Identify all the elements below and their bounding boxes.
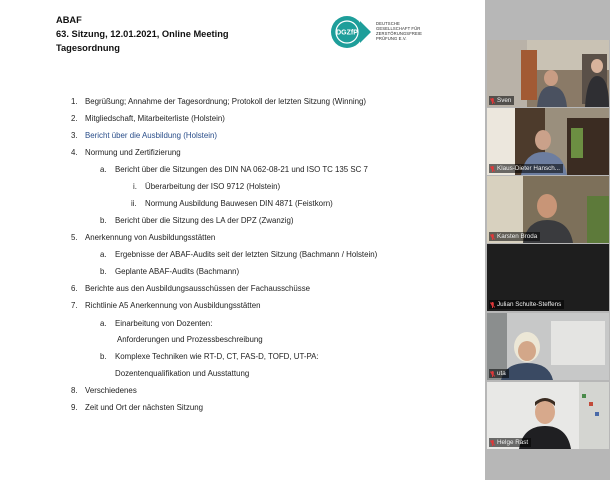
logo-text-line: ZERSTÖRUNGSFREIE — [376, 31, 423, 36]
agenda-text: Geplante ABAF-Audits (Bachmann) — [115, 267, 240, 276]
agenda-number: a. — [100, 165, 107, 174]
agenda-text: Überarbeitung der ISO 9712 (Holstein) — [145, 182, 281, 191]
agenda-number: a. — [100, 319, 107, 328]
logo-text-line: GESELLSCHAFT FÜR — [376, 26, 421, 31]
agenda-text: Normung und Zertifizierung — [85, 148, 181, 157]
participant-label — [489, 164, 563, 173]
participant-name: Julian Schulte-Steffens — [497, 301, 562, 308]
header-line-committee: ABAF — [56, 15, 82, 25]
agenda-text: Dozentenqualifikation und Ausstattung — [115, 369, 250, 378]
muted-mic-icon — [490, 302, 495, 308]
participant-label — [489, 300, 564, 309]
video-tile-uta[interactable] — [487, 313, 609, 380]
agenda-number: b. — [100, 216, 107, 225]
participant-label — [489, 96, 514, 105]
agenda-text: Einarbeitung von Dozenten: — [115, 319, 213, 328]
header-line-agenda: Tagesordnung — [56, 43, 120, 53]
agenda-number: a. — [100, 250, 107, 259]
agenda-number: 5. — [71, 233, 78, 242]
participant-name: uta — [497, 370, 506, 377]
logo-text-line: PRÜFUNG E.V. — [376, 36, 407, 41]
participant-name: Helge Rast — [497, 439, 529, 446]
participant-name: Klaus-Dieter Hansch... — [497, 165, 560, 172]
agenda-text: Verschiedenes — [85, 386, 137, 395]
emblem-text: DGZfP — [336, 29, 358, 37]
participant-name: Karsten Broda — [497, 233, 538, 240]
agenda-number: 4. — [71, 148, 78, 157]
video-tile-karsten-broda[interactable] — [487, 176, 609, 243]
video-tile-julian-schulte-steffens[interactable] — [487, 244, 609, 311]
muted-mic-icon — [490, 234, 495, 240]
video-tile-helge-rast[interactable] — [487, 382, 609, 449]
agenda-text: Richtlinie A5 Anerkennung von Ausbildungsstätten — [85, 301, 261, 310]
agenda-number: b. — [100, 352, 107, 361]
agenda-text: Begrüßung; Annahme der Tagesordnung; Protokoll der letzten Sitzung (Winning) — [85, 97, 367, 106]
agenda-text: Bericht über die Ausbildung (Holstein) — [85, 131, 218, 140]
muted-mic-icon — [490, 98, 495, 104]
agenda-number: 9. — [71, 403, 78, 412]
muted-mic-icon — [490, 166, 495, 172]
agenda-text: Komplexe Techniken wie RT-D, CT, FAS-D, TOFD, UT-PA: — [115, 352, 319, 361]
muted-mic-icon — [490, 440, 495, 446]
agenda-text: Ergebnisse der ABAF-Audits seit der letzten Sitzung (Bachmann / Holstein) — [115, 250, 378, 259]
participant-name: Sven — [497, 97, 512, 104]
muted-mic-icon — [490, 371, 495, 377]
agenda-text: Mitgliedschaft, Mitarbeiterliste (Holstein) — [85, 114, 225, 123]
agenda-text: Zeit und Ort der nächsten Sitzung — [85, 403, 203, 412]
agenda-number: 3. — [71, 131, 78, 140]
logo-text-line: DEUTSCHE — [376, 21, 400, 26]
agenda-text: Normung Ausbildung Bauwesen DIN 4871 (Feistkorn) — [145, 199, 333, 208]
header-line-meeting: 63. Sitzung, 12.01.2021, Online Meeting — [56, 29, 229, 39]
agenda-number: 2. — [71, 114, 78, 123]
agenda-number: b. — [100, 267, 107, 276]
agenda-number: 8. — [71, 386, 78, 395]
agenda-number: i. — [133, 182, 137, 191]
participant-label — [489, 232, 540, 241]
agenda-number: ii. — [131, 199, 137, 208]
participant-label — [489, 438, 531, 447]
participant-label — [489, 369, 509, 378]
video-tile-sven[interactable] — [487, 40, 609, 107]
agenda-text: Bericht über die Sitzung des LA der DPZ (Zwanzig) — [115, 216, 294, 225]
agenda-text: Berichte aus den Ausbildungsausschüssen der Fachausschüsse — [85, 284, 311, 293]
agenda-number: 7. — [71, 301, 78, 310]
agenda-text: Anerkennung von Ausbildungsstätten — [85, 233, 216, 242]
video-tile-klaus-dieter-hansch[interactable] — [487, 108, 609, 175]
agenda-text: Bericht über die Sitzungen des DIN NA 062-08-21 und ISO TC 135 SC 7 — [115, 165, 368, 174]
agenda-number: 1. — [71, 97, 78, 106]
agenda-text: Anforderungen und Prozessbeschreibung — [117, 335, 263, 344]
agenda-number: 6. — [71, 284, 78, 293]
